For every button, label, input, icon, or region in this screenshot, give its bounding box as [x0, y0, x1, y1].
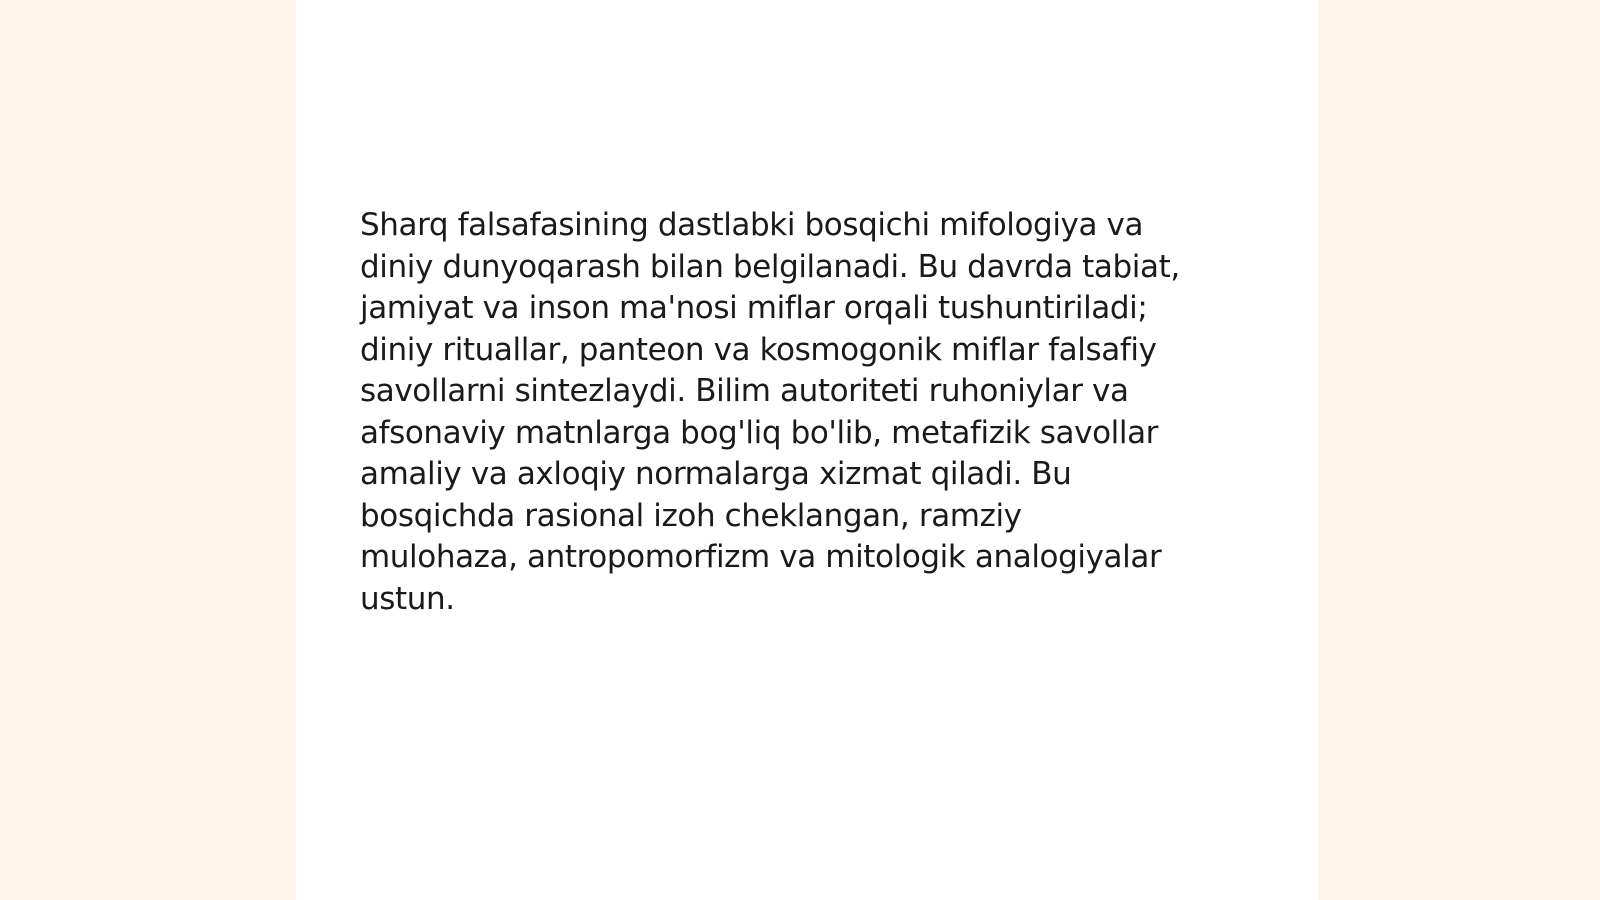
paragraph-line: savollarni sintezlaydi. Bilim autoriteti ruhoniylar va	[360, 373, 1129, 409]
paragraph-line: mulohaza, antropomorfizm va mitologik analogiyalar	[360, 539, 1162, 575]
paragraph-line: bosqichda rasional izoh cheklangan, ramziy	[360, 497, 1022, 534]
document-page	[296, 0, 1318, 900]
paragraph-line: amaliy va axloqiy normalarga xizmat qiladi. Bu	[360, 456, 1072, 492]
paragraph-line: diniy dunyoqarash bilan belgilanadi. Bu davrda tabiat,	[360, 248, 1180, 285]
paragraph-line: diniy rituallar, panteon va kosmogonik miflar falsafiy	[360, 331, 1157, 368]
paragraph-line: jamiyat va inson ma'nosi miflar orqali tushuntiriladi;	[360, 290, 1148, 326]
paragraph-line: Sharq falsafasining dastlabki bosqichi mifologiya va	[360, 207, 1144, 243]
paragraph-line: afsonaviy matnlarga bog'liq bo'lib, metafizik savollar	[360, 414, 1159, 451]
body-paragraph	[360, 205, 1260, 620]
paragraph-line: ustun.	[360, 580, 455, 617]
